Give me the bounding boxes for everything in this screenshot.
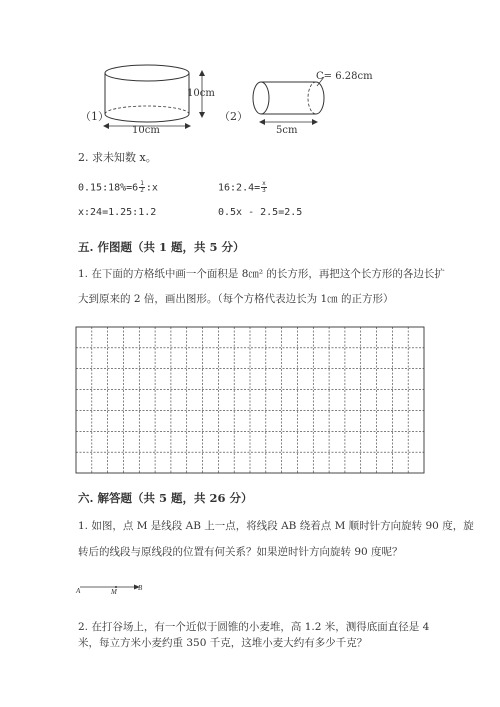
figure-1-label: （1） <box>80 110 109 123</box>
section-6-heading: 六. 解答题（共 5 题，共 26 分） <box>78 491 253 505</box>
equation-4: 0.5x - 2.5=2.5 <box>218 207 303 218</box>
equation-3: x:24=1.25:1.2 <box>78 207 157 218</box>
equation-1-prefix: 0.15:18%=6 <box>78 182 139 194</box>
section-6-q1-line1: 1. 如图，点 M 是线段 AB 上一点，将线段 AB 绕着点 M 顺时针方向旋转 90 度，旋 <box>78 520 474 532</box>
cylinder-length-label: 5cm <box>276 125 298 136</box>
equation-2-prefix: 16:2.4= <box>218 182 261 194</box>
point-b-label: B <box>138 584 143 592</box>
section-5-heading: 五. 作图题（共 1 题，共 5 分） <box>78 240 245 254</box>
circumference-label: C= 6.28cm <box>316 71 373 82</box>
equation-1-fraction: $\frac{1}{2}$ <box>140 180 144 194</box>
grid-paper-drawing <box>75 326 425 474</box>
point-a-label: A <box>76 587 81 595</box>
section-6-q2-line2: 米，每立方米小麦约重 350 千克，这堆小麦大约有多少千克？ <box>78 637 368 649</box>
point-m-label: M <box>111 588 117 596</box>
q2-title: 2. 求未知数 x。 <box>78 151 157 164</box>
section-5-q1-line1: 1. 在下面的方格纸中画一个面积是 8㎝² 的长方形，再把这个长方形的各边长扩 <box>78 268 445 280</box>
cylinder-diameter-label: 10cm <box>132 125 160 136</box>
grid-paper <box>75 326 425 478</box>
section-5-q1-line2: 大到原来的 2 倍，画出图形。（每个方格代表边长为 1㎝ 的正方形） <box>78 293 394 305</box>
equation-2 <box>218 181 268 194</box>
section-6-q2-line1: 2. 在打谷场上，有一个近似于圆锥的小麦堆，高 1.2 米，测得底面直径是 4 <box>78 621 430 633</box>
section-6-q1-line2: 转后的线段与原线段的位置有何关系？如果逆时针方向旋转 90 度呢？ <box>78 546 403 558</box>
segment-ab-figure <box>74 578 164 602</box>
cylinder-height-label: 10cm <box>187 88 215 99</box>
equation-2-fraction: $\frac{x}{3}$ <box>262 180 266 194</box>
equation-1 <box>78 181 158 194</box>
segment-ab-drawing <box>74 578 164 598</box>
equation-1-suffix: :x <box>145 182 158 194</box>
figure-2-label: （2） <box>219 110 248 123</box>
